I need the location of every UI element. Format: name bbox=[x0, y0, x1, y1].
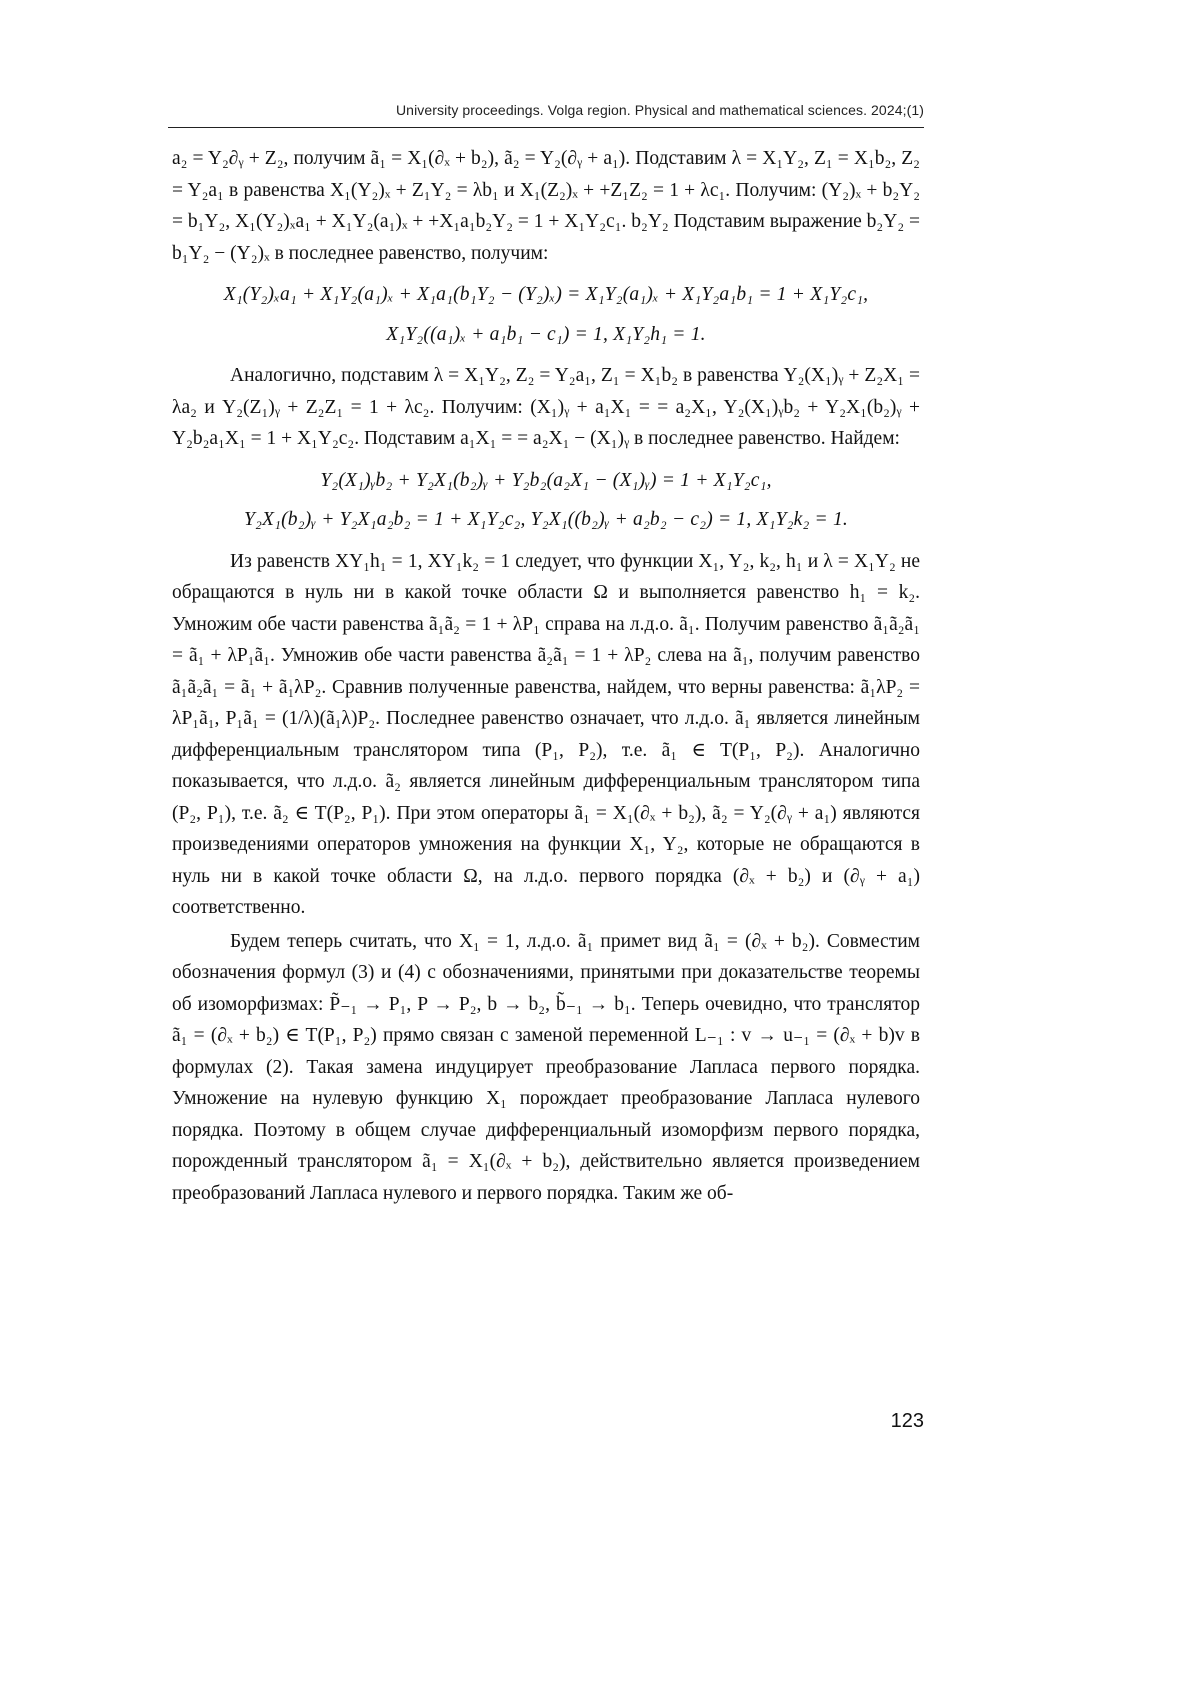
equation-3: Y₂(X₁)ᵧb₂ + Y₂X₁(b₂)ᵧ + Y₂b₂(a₂X₁ − (X₁)ᵧ) = 1 + X₁Y₂c₁, bbox=[320, 469, 772, 491]
equation-2: X₁Y₂((a₁)ₓ + a₁b₁ − c₁) = 1, X₁Y₂h₁ = 1. bbox=[386, 323, 706, 345]
page-body bbox=[172, 143, 920, 1209]
paragraph-2: Аналогично, подставим λ = X₁Y₂, Z₂ = Y₂a₁, Z₁ = X₁b₂ в равенства Y₂(X₁)ᵧ + Z₂X₁ = λa₂ и Y₂(Z₁)ᵧ + Z₂Z₁ = 1 + λc₂. Получим: (X₁)ᵧ + a₁X₁ = = a₂X₁, Y₂(X₁)ᵧb₂ + Y₂X₁(b₂)ᵧ + Y₂b₂a₁X₁ = 1 + X₁Y₂c₂. Подставим a₁X₁ = = a₂X₁ − (X₁)ᵧ в последнее равенство. Найдем: bbox=[172, 365, 920, 449]
page-number: 123 bbox=[890, 1410, 924, 1432]
paragraph-4: Будем теперь считать, что X₁ = 1, л.д.о. ã₁ примет вид ã₁ = (∂ₓ + b₂). Совместим обозначения формул (3) и (4) с обозначениями, принятыми при доказательстве теоремы об изоморфизмах: P̃₋₁ → P₁, P → P₂, b → b₂, b̃₋₁ → b₁. Теперь очевидно, что транслятор ã₁ = (∂ₓ + b₂) ∈ T(P₁, P₂) прямо связан с заменой переменной L₋₁ : v → u₋₁ = (∂ₓ + b)v в формулах (2). Такая замена индуцирует преобразование Лапласа первого порядка. Умножение на нулевую функцию X₁ порождает преобразование Лапласа нулевого порядка. Поэтому в общем случае дифференциальный изоморфизм первого порядка, порожденный транслятором ã₁ = X₁(∂ₓ + b₂), действительно является произведением преобразований Лапласа нулевого и первого порядка. Таким же об- bbox=[172, 930, 920, 1204]
equation-4: Y₂X₁(b₂)ᵧ + Y₂X₁a₂b₂ = 1 + X₁Y₂c₂, Y₂X₁((b₂)ᵧ + a₂b₂ − c₂) = 1, X₁Y₂k₂ = 1. bbox=[244, 509, 848, 530]
running-header: University proceedings. Volga region. Physical and mathematical sciences. 2024;(1) bbox=[395, 102, 924, 118]
header-rule bbox=[168, 127, 924, 128]
paragraph-3: Из равенств XY₁h₁ = 1, XY₁k₂ = 1 следует, что функции X₁, Y₂, k₂, h₁ и λ = X₁Y₂ не обращаются в нуль ни в какой точке области Ω и выполняется равенство h₁ = k₂. Умножим обе части равенства ã₁ã₂ = 1 + λP₁ справа на л.д.о. ã₁. Получим равенство ã₁ã₂ã₁ = ã₁ + λP₁ã₁. Умножив обе части равенства ã₂ã₁ = 1 + λP₂ слева на ã₁, получим равенство ã₁ã₂ã₁ = ã₁ + ã₁λP₂. Сравнив полученные равенства, найдем, что верны равенства: ã₁λP₂ = λP₁ã₁, P₁ã₁ = (1/λ)(ã₁λ)P₂. Последнее равенство означает, что л.д.о. ã₁ является линейным дифференциальным транслятором типа (P₁, P₂), т.е. ã₁ ∈ T(P₁, P₂). Аналогично показывается, что л.д.о. ã₂ является линейным дифференциальным транслятором типа (P₂, P₁), т.е. ã₂ ∈ T(P₂, P₁). При этом операторы ã₁ = X₁(∂ₓ + b₂), ã₂ = Y₂(∂ᵧ + a₁) являются произведениями операторов умножения на функции X₁, Y₂, которые не обращаются в нуль ни в какой точке области Ω, на л.д.о. первого порядка (∂ₓ + b₂) и (∂ᵧ + a₁) соответственно. bbox=[172, 550, 920, 918]
paragraph-1: a₂ = Y₂∂ᵧ + Z₂, получим ã₁ = X₁(∂ₓ + b₂), ã₂ = Y₂(∂ᵧ + a₁). Подставим λ = X₁Y₂, Z₁ = X₁b₂, Z₂ = Y₂a₁ в равенства X₁(Y₂)ₓ + Z₁Y₂ = λb₁ и X₁(Z₂)ₓ + +Z₁Z₂ = 1 + λc₁. Получим: (Y₂)ₓ + b₂Y₂ = b₁Y₂, X₁(Y₂)ₓa₁ + X₁Y₂(a₁)ₓ + +X₁a₁b₂Y₂ = 1 + X₁Y₂c₁. b₂Y₂ Подставим выражение b₂Y₂ = b₁Y₂ − (Y₂)ₓ в последнее равенство, получим: bbox=[172, 148, 920, 264]
equation-1: X₁(Y₂)ₓa₁ + X₁Y₂(a₁)ₓ + X₁a₁(b₁Y₂ − (Y₂)ₓ) = X₁Y₂(a₁)ₓ + X₁Y₂a₁b₁ = 1 + X₁Y₂c₁, bbox=[223, 284, 869, 305]
